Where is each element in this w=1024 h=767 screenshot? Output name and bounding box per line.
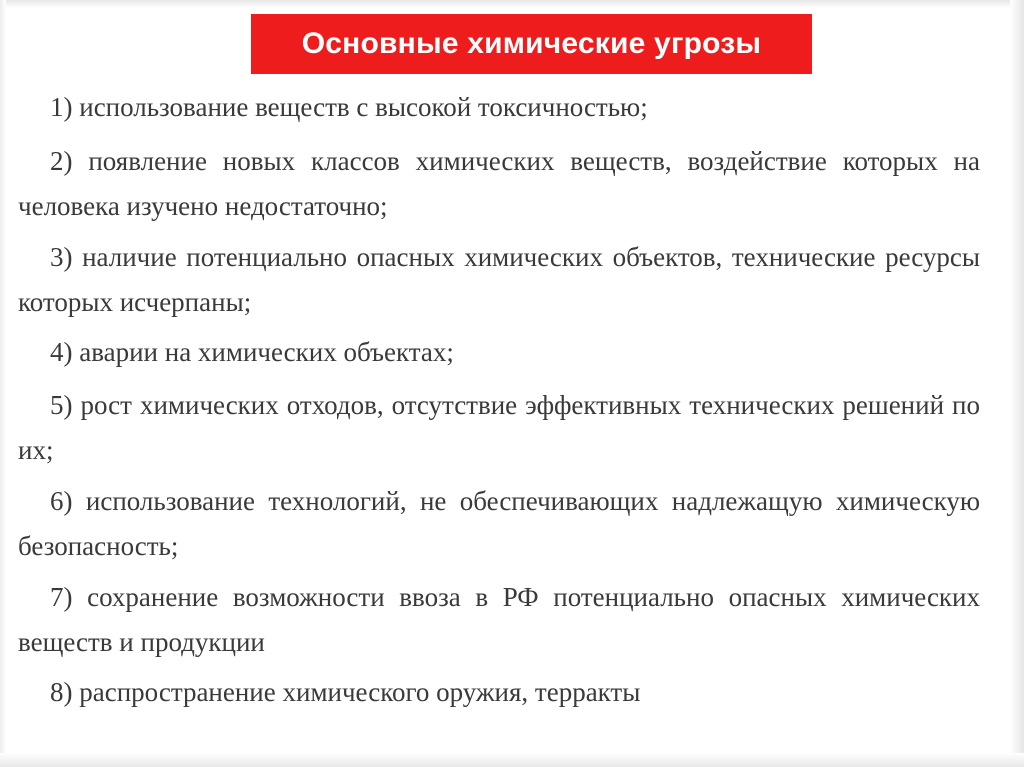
list-item-4: 4) аварии на химических объектах;	[50, 337, 454, 367]
slide-shadow-top	[0, 0, 1024, 8]
slide-shadow-left	[0, 0, 6, 767]
list-item-6: 6) использование технологий, не обеспечивающих надлежащую химическую безопасность;	[18, 486, 980, 561]
title-banner	[251, 14, 812, 74]
slide-title: Основные химические угрозы	[301, 27, 762, 60]
slide-shadow-bottom	[0, 753, 1024, 767]
list-item-2: 2) появление новых классов химических веществ, воздействие которых на человека изучено недостаточно;	[18, 146, 980, 221]
list-item-5: 5) рост химических отходов, отсутствие эффективных технических решений по их;	[18, 390, 980, 465]
list-item-8: 8) распространение химического оружия, терракты	[50, 677, 641, 707]
list-item-3: 3) наличие потенциально опасных химических объектов, технические ресурсы которых исчерпаны;	[18, 242, 980, 317]
list-item-1: 1) использование веществ с высокой токсичностью;	[50, 92, 648, 122]
list-item-7: 7) сохранение возможности ввоза в РФ потенциально опасных химических веществ и продукции	[18, 582, 980, 657]
slide-shadow-right	[1010, 0, 1024, 767]
